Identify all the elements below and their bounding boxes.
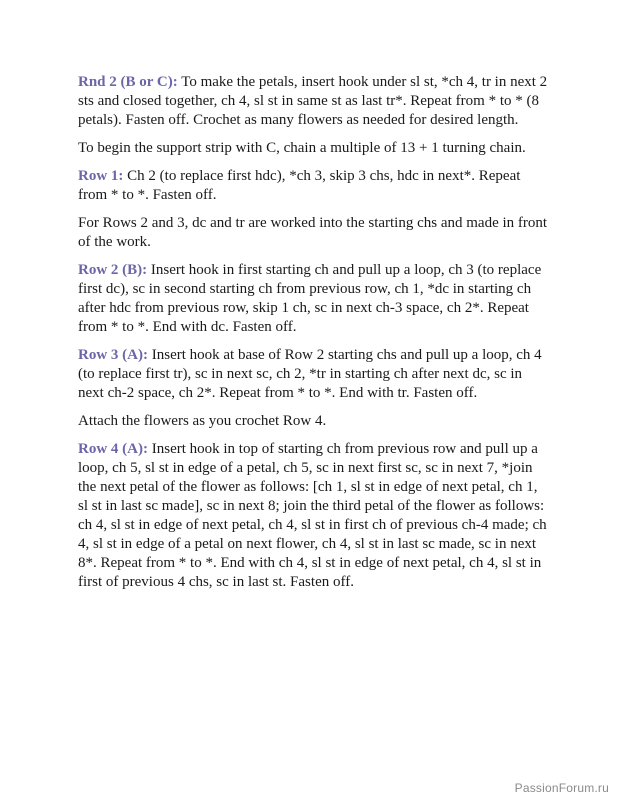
watermark-text: PassionForum.ru xyxy=(514,781,609,795)
row-3-label: Row 3 (A): xyxy=(78,347,148,363)
paragraph-support-strip xyxy=(78,139,548,158)
row-1-text: Ch 2 (to replace first hdc), *ch 3, skip 3 chs, hdc in next*. Repeat from * to *. Fasten off. xyxy=(78,168,521,203)
paragraph-row-2 xyxy=(78,261,548,337)
row-4-label: Row 4 (A): xyxy=(78,441,148,457)
row-3-text: Insert hook at base of Row 2 starting chs and pull up a loop, ch 4 (to replace first tr), sc in next sc, ch 2, *tr in starting ch after next dc, sc in next ch-2 space, ch 2*. Repeat from * to *. End with tr. Fasten off. xyxy=(78,347,542,401)
paragraph-row-3 xyxy=(78,346,548,403)
paragraph-row-4 xyxy=(78,440,548,592)
attach-flowers-text: Attach the flowers as you crochet Row 4. xyxy=(78,413,327,429)
paragraph-rnd-2 xyxy=(78,73,548,130)
paragraph-row-1 xyxy=(78,167,548,205)
rows-2-3-note-text: For Rows 2 and 3, dc and tr are worked into the starting chs and made in front of the work. xyxy=(78,215,548,250)
pattern-instructions xyxy=(78,73,548,601)
rnd-2-text: To make the petals, insert hook under sl st, *ch 4, tr in next 2 sts and closed together, ch 4, sl st in same st as last tr*. Repeat from * to * (8 petals). Fasten off. Crochet as many flowers as needed for desired length. xyxy=(78,74,548,128)
row-2-text: Insert hook in first starting ch and pull up a loop, ch 3 (to replace first dc), sc in second starting ch from previous row, ch 1, *dc in starting ch after hdc from previous row, skip 1 ch, sc in next ch-3 space, ch 2*. Repeat from * to *. End with dc. Fasten off. xyxy=(78,262,542,335)
support-strip-text: To begin the support strip with C, chain a multiple of 13 + 1 turning chain. xyxy=(78,140,526,156)
rnd-2-label: Rnd 2 (B or C): xyxy=(78,74,178,90)
paragraph-attach-flowers xyxy=(78,412,548,431)
paragraph-rows-2-3-note xyxy=(78,214,548,252)
row-1-label: Row 1: xyxy=(78,168,124,184)
row-2-label: Row 2 (B): xyxy=(78,262,148,278)
row-4-text: Insert hook in top of starting ch from previous row and pull up a loop, ch 5, sl st in edge of a petal, ch 5, sc in next first sc, sc in next 7, *join the next petal of the flower as follows: [ch 1, sl st in edge of next petal, ch 1, sl st in last sc made], sc in next 8; join the third petal of the flower as follows: ch 4, sl st in edge of next petal, ch 4, sl st in first ch of previous ch-4 made; ch 4, sl st in edge of a petal on next flower, ch 4, sl st in last sc made, sc in next 8*. Repeat from * to *. End with ch 4, sl st in edge of next petal, ch 4, sl st in first of previous 4 chs, sc in last st. Fasten off. xyxy=(78,441,547,590)
